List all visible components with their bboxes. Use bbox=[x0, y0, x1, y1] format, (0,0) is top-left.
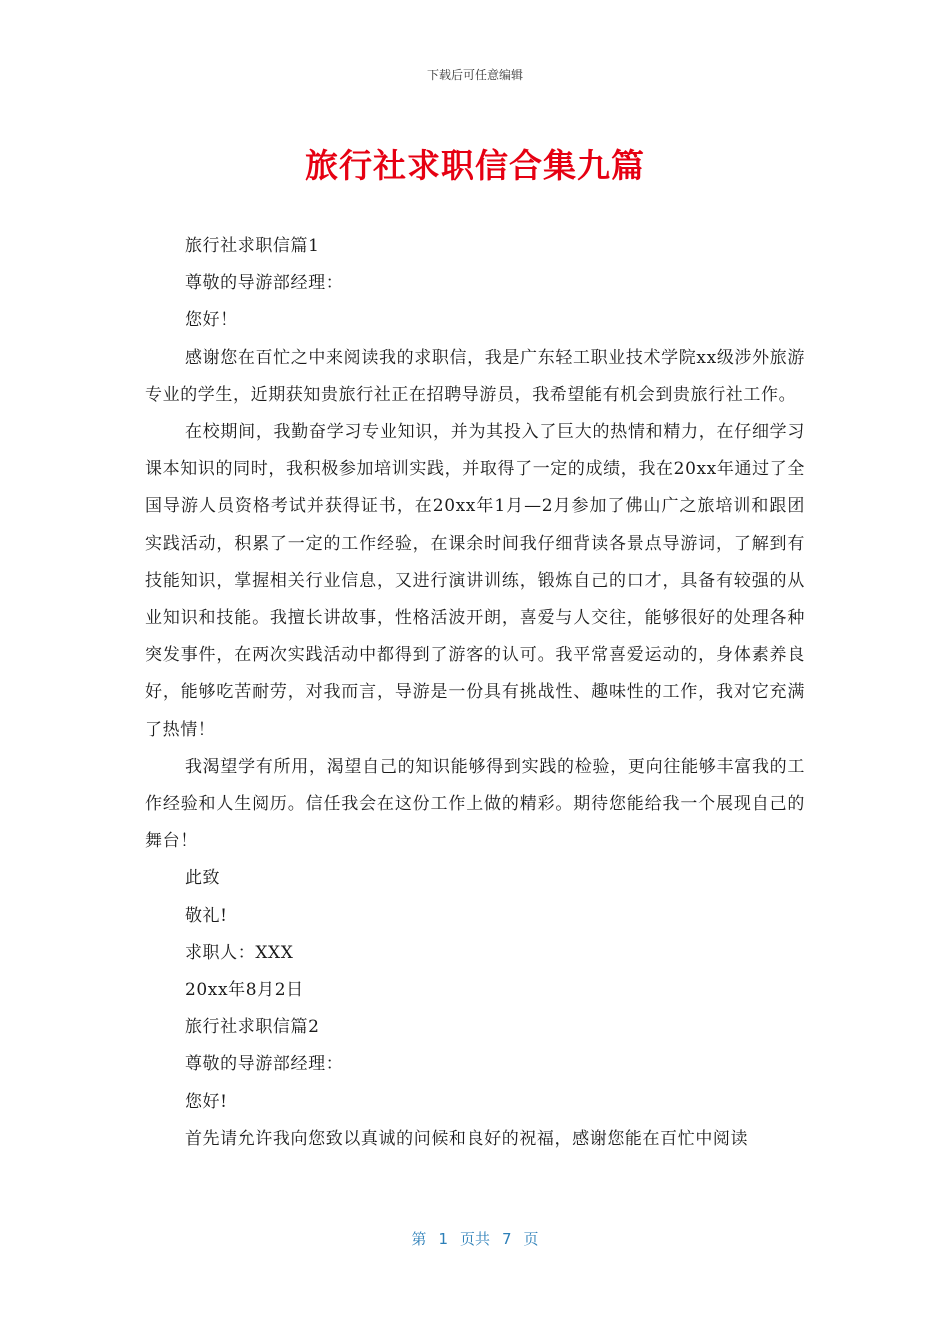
paragraph: 敬礼! bbox=[184, 905, 228, 926]
paragraph: 求职人：XXX bbox=[184, 942, 294, 963]
paragraph: 您好! bbox=[184, 1091, 228, 1112]
paragraph: 您好！ bbox=[184, 310, 238, 331]
paragraph: 在校期间，我勤奋学习专业知识，并为其投入了巨大的热情和精力，在仔细学习课本知识的同时，我积极参加培训实践，并取得了一定的成绩，我在20xx年通过了全国导游人员资格考试并获得证书，在20xx年1月—2月参加了佛山广之旅培训和跟团实践活动，积累了一定的工作经验，在课余时间我仔细背读各景点导游词，了解到有技能知识，掌握相关行业信息，又进行演讲训练，锻炼自己的口才，具备有较强的从业知识和技能。我擅长讲故事，性格活波开朗，喜爱与人交往，能够很好的处理各种突发事件，在两次实践活动中都得到了游客的认可。我平常喜爱运动的，身体素养良好，能够吃苦耐劳，对我而言，导游是一份具有挑战性、趣味性的工作，我对它充满了热情！ bbox=[145, 422, 805, 740]
paragraph: 此致 bbox=[184, 868, 221, 889]
paragraph: 感谢您在百忙之中来阅读我的求职信，我是广东轻工职业技术学院xx级涉外旅游专业的学生，近期获知贵旅行社正在招聘导游员，我希望能有机会到贵旅行社工作。 bbox=[145, 347, 805, 405]
paragraph: 旅行社求职信篇2 bbox=[184, 1017, 320, 1038]
document-body bbox=[145, 228, 805, 1158]
document-title: 旅行社求职信合集九篇 bbox=[305, 146, 645, 185]
footer-label-end: 页 bbox=[523, 1230, 539, 1248]
paragraph: 20xx年8月2日 bbox=[184, 980, 304, 1001]
footer-total-pages: 7 bbox=[502, 1230, 512, 1248]
footer-label-page: 第 bbox=[411, 1230, 427, 1248]
footer-label-of: 页共 bbox=[459, 1230, 490, 1248]
paragraph: 尊敬的导游部经理： bbox=[184, 273, 344, 294]
paragraph: 我渴望学有所用，渴望自己的知识能够得到实践的检验，更向往能够丰富我的工作经验和人生阅历。信任我会在这份工作上做的精彩。期待您能给我一个展现自己的舞台！ bbox=[145, 756, 805, 852]
paragraph: 首先请允许我向您致以真诚的问候和良好的祝福，感谢您能在百忙中阅读 bbox=[184, 1128, 749, 1149]
paragraph: 尊敬的导游部经理： bbox=[184, 1054, 344, 1075]
paragraph: 旅行社求职信篇1 bbox=[184, 236, 320, 256]
footer-page-number: 1 bbox=[438, 1230, 448, 1248]
header-note: 下载后可任意编辑 bbox=[426, 68, 523, 82]
page-footer bbox=[0, 1228, 950, 1249]
